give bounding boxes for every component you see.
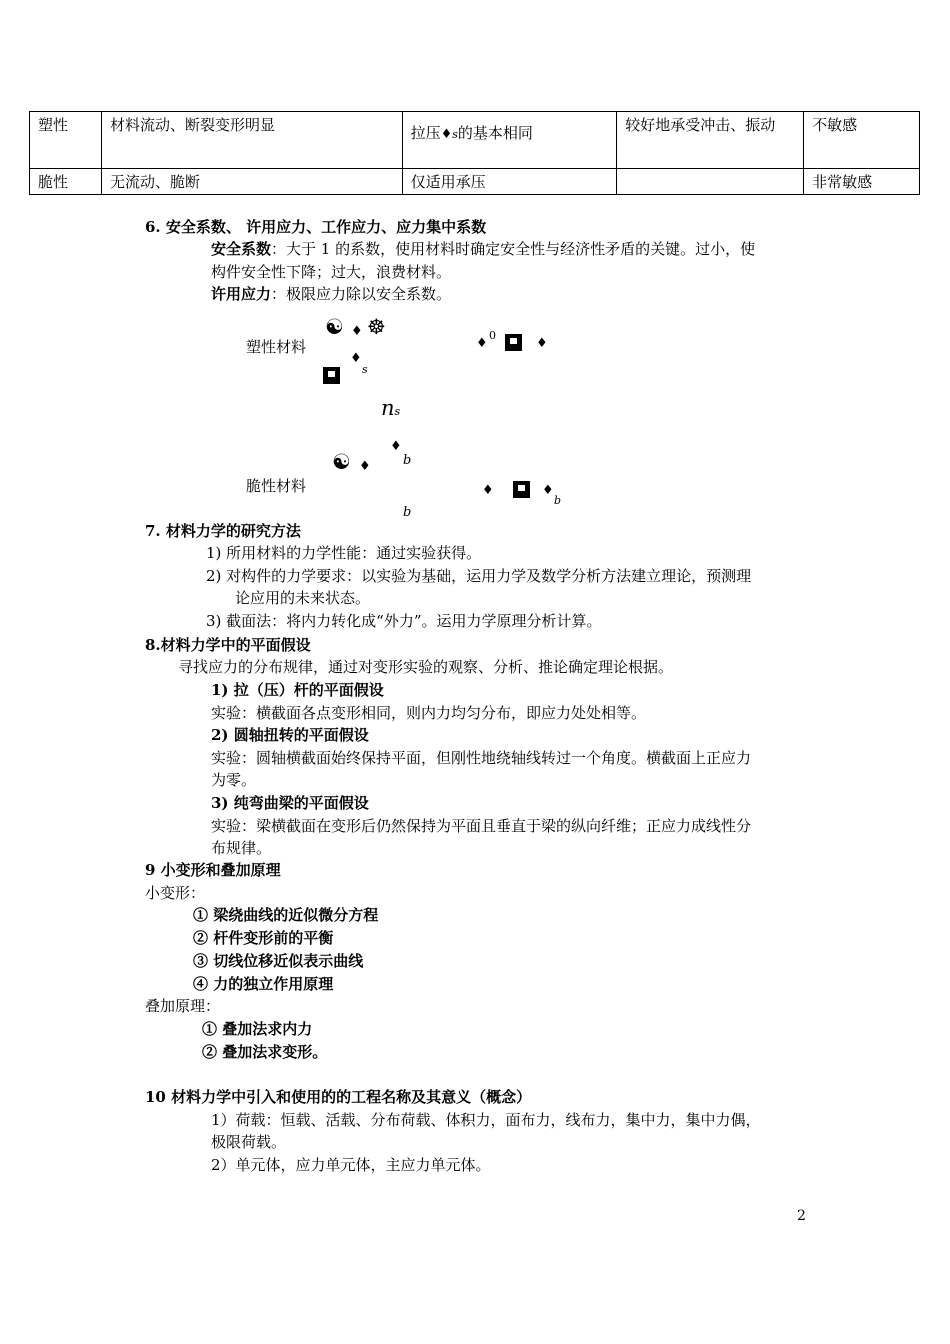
sigma-symbol-icon: ♦ — [390, 439, 402, 454]
page-number: 2 — [797, 1208, 806, 1224]
subscript: 0 — [489, 329, 496, 342]
safety-factor-paragraph — [211, 239, 755, 259]
cell-text: 的基本相同 — [457, 124, 533, 142]
list-item: 1）荷载：恒载、活载、分布荷载、体积力，面布力，线布力，集中力，集中力偶， — [211, 1111, 761, 1129]
section-8-intro: 寻找应力的分布规律，通过对变形实验的观察、分析、推论确定理论根据。 — [178, 658, 674, 676]
subscript: b — [403, 505, 412, 520]
sigma-symbol-icon: ♦ — [542, 483, 554, 498]
sigma-symbol-icon: ♦ — [350, 351, 362, 366]
section-10-heading: 10 材料力学中引入和使用的的工程名称及其意义（概念） — [145, 1088, 532, 1106]
subheading: 3) 纯弯曲梁的平面假设 — [211, 794, 369, 812]
table-cell: 仅适用承压 — [402, 169, 617, 195]
table-cell: 非常敏感 — [804, 169, 920, 195]
wheel-symbol-icon: ☸ — [367, 315, 386, 339]
allowable-stress-paragraph — [211, 284, 451, 304]
list-item: ② 杆件变形前的平衡 — [193, 929, 334, 947]
sigma-symbol-icon: ♦ — [482, 483, 494, 498]
paragraph-text: 实验：圆轴横截面始终保持平面，但刚性地绕轴线转过一个角度。横截面上正应力 — [211, 749, 752, 767]
section-9-heading: 9 小变形和叠加原理 — [145, 861, 281, 879]
list-item: ② 叠加法求变形。 — [202, 1043, 328, 1061]
list-item: ④ 力的独立作用原理 — [193, 975, 334, 993]
table-cell: 不敏感 — [804, 112, 920, 169]
subscript: b — [403, 453, 412, 468]
subscript: s — [362, 363, 368, 376]
table-cell: 塑性 — [30, 112, 102, 169]
paragraph-continuation: 构件安全性下降；过大，浪费材料。 — [211, 263, 452, 281]
list-item: ① 叠加法求内力 — [202, 1020, 313, 1038]
paragraph-continuation: 布规律。 — [211, 839, 272, 857]
table-cell: 较好地承受冲击、振动 — [617, 112, 804, 169]
table-cell — [617, 169, 804, 195]
paragraph-continuation: 为零。 — [211, 771, 257, 789]
table-row — [30, 112, 920, 169]
paragraph-text: 实验：横截面各点变形相同，则内力均匀分布，即应力处处相等。 — [211, 704, 647, 722]
plastic-material-label: 塑性材料 — [246, 338, 307, 356]
paragraph-text: 实验：梁横截面在变形后仍然保持为平面且垂直于梁的纵向纤维；正应力成线性分 — [211, 817, 752, 835]
list-item: ③ 切线位移近似表示曲线 — [193, 952, 364, 970]
brittle-material-label: 脆性材料 — [246, 477, 307, 495]
sigma-symbol-icon: ♦ — [440, 127, 453, 142]
list-item: ① 梁绕曲线的近似微分方程 — [193, 906, 379, 924]
superposition-label: 叠加原理： — [145, 997, 221, 1015]
safety-factor-symbol — [381, 398, 400, 422]
table-cell — [402, 112, 617, 169]
term-label: 许用应力 — [211, 285, 272, 303]
subscript: s — [452, 128, 458, 141]
sigma-symbol-icon: ♦ — [351, 324, 363, 339]
material-properties-table — [29, 111, 920, 195]
list-item: 2) 对构件的力学要求：以实验为基础，运用力学及数学分析方法建立理论，预测理 — [206, 567, 752, 585]
sigma-symbol-icon: ♦ — [359, 459, 371, 474]
list-item: 1) 所用材料的力学性能：通过实验获得。 — [206, 544, 482, 562]
ns-symbol: n — [381, 396, 395, 420]
paragraph-text: ：大于 1 的系数，使用材料时确定安全性与经济性矛盾的关键。过小，使 — [271, 240, 756, 258]
table-cell: 无流动、脆断 — [101, 169, 402, 195]
subheading: 1) 拉（压）杆的平面假设 — [211, 681, 384, 699]
cell-text: 拉压 — [410, 124, 441, 142]
subheading: 2) 圆轴扭转的平面假设 — [211, 726, 369, 744]
sigma-symbol-icon: ♦ — [476, 336, 488, 351]
box-symbol-icon — [505, 334, 522, 351]
paragraph-text: ：极限应力除以安全系数。 — [271, 285, 452, 303]
small-deformation-label: 小变形： — [145, 884, 206, 902]
box-symbol-icon — [513, 481, 530, 498]
table-cell: 脆性 — [30, 169, 102, 195]
box-symbol-icon — [323, 367, 340, 384]
table-cell: 材料流动、断裂变形明显 — [101, 112, 402, 169]
section-7-heading: 7. 材料力学的研究方法 — [145, 522, 301, 540]
list-item-continuation: 极限荷载。 — [211, 1133, 287, 1151]
list-item-continuation: 论应用的未来状态。 — [235, 589, 371, 607]
yinyang-symbol-icon: ☯ — [325, 315, 344, 339]
list-item: 3) 截面法：将内力转化成“外力”。运用力学原理分析计算。 — [206, 612, 602, 630]
yinyang-symbol-icon: ☯ — [332, 450, 351, 474]
sigma-symbol-icon: ♦ — [536, 336, 548, 351]
subscript: s — [394, 405, 401, 418]
section-8-heading: 8.材料力学中的平面假设 — [145, 636, 311, 654]
list-item: 2）单元体，应力单元体，主应力单元体。 — [211, 1156, 491, 1174]
section-6-heading: 6. 安全系数、 许用应力、工作应力、应力集中系数 — [145, 218, 487, 236]
table-row — [30, 169, 920, 195]
term-label: 安全系数 — [211, 240, 272, 258]
subscript: b — [554, 494, 562, 507]
